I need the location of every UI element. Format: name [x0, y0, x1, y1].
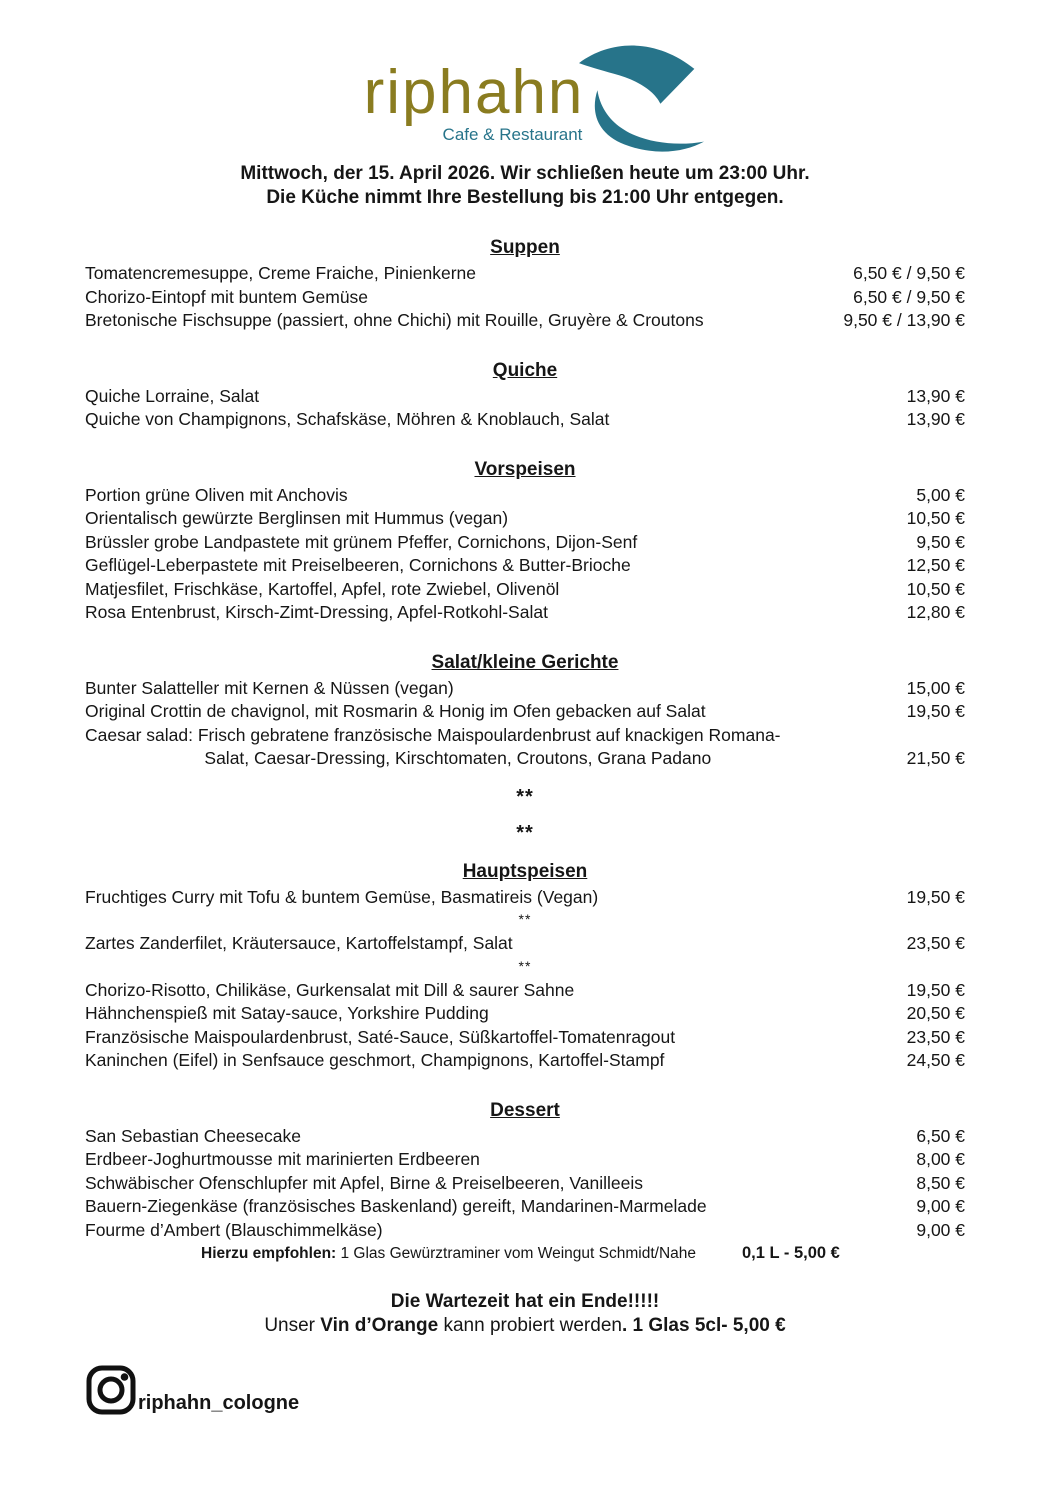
menu-item — [85, 262, 965, 286]
item-text: Chorizo-Risotto, Chilikäse, Gurkensalat mit Dill & saurer Sahne — [85, 979, 575, 1000]
item-price: 15,00 € — [906, 677, 965, 698]
item-price: 19,50 € — [906, 886, 965, 907]
menu-item — [85, 1195, 965, 1219]
item-price: 20,50 € — [906, 1003, 965, 1023]
item-price: 9,50 € / 13,90 € — [843, 310, 965, 330]
item-price: 23,50 € — [906, 1026, 965, 1047]
recommendation-label: Hierzu empfohlen: — [201, 1245, 337, 1262]
footer-vin-orange-line — [85, 1314, 965, 1338]
item-text: Fruchtiges Curry mit Tofu & buntem Gemüse, Basmatireis (Vegan) — [85, 886, 599, 907]
section-separator: ** — [516, 785, 534, 808]
section-title-suppen: Suppen — [490, 237, 560, 258]
item-price: 13,90 € — [906, 385, 965, 406]
item-text: Portion grüne Oliven mit Anchovis — [85, 484, 348, 505]
menu-item — [85, 507, 965, 531]
menu-item — [85, 531, 965, 555]
menu-item — [85, 886, 965, 910]
opening-notice-line2: Die Küche nimmt Ihre Bestellung bis 21:00 Uhr entgegen. — [266, 187, 784, 208]
item-text: Quiche Lorraine, Salat — [85, 385, 260, 406]
menu-item — [85, 309, 965, 333]
menu-item — [85, 286, 965, 310]
menu-item — [85, 554, 965, 578]
item-text: Rosa Entenbrust, Kirsch-Zimt-Dressing, Apfel-Rotkohl-Salat — [85, 602, 548, 622]
item-price: 9,00 € — [916, 1219, 965, 1240]
item-text: San Sebastian Cheesecake — [85, 1125, 301, 1146]
item-price: 13,90 € — [906, 409, 965, 429]
item-text: Original Crottin de chavignol, mit Rosmarin & Honig im Ofen gebacken auf Salat — [85, 701, 706, 721]
item-price: 24,50 € — [906, 1050, 965, 1070]
menu-item — [85, 1049, 965, 1073]
section-separator: ** — [516, 821, 534, 844]
item-text: Salat, Caesar-Dressing, Kirschtomaten, Croutons, Grana Padano — [204, 748, 712, 768]
item-text: Schwäbischer Ofenschlupfer mit Apfel, Birne & Preiselbeeren, Vanilleeis — [85, 1172, 644, 1193]
logo-swoosh-icon — [568, 34, 716, 160]
wine-recommendation — [85, 1243, 965, 1264]
item-text: Geflügel-Leberpastete mit Preiselbeeren, Cornichons & Butter-Brioche — [85, 555, 631, 575]
item-price: 10,50 € — [906, 508, 965, 528]
item-text: Chorizo-Eintopf mit buntem Gemüse — [85, 286, 369, 307]
menu-item — [85, 1125, 965, 1149]
item-text: Caesar salad: Frisch gebratene französische Maispoulardenbrust auf knackigen Romana- — [85, 724, 781, 745]
item-text: Matjesfilet, Frischkäse, Kartoffel, Apfel, rote Zwiebel, Olivenöl — [85, 578, 560, 599]
menu-item — [85, 1002, 965, 1026]
opening-notice-line1: Mittwoch, der 15. April 2026. Wir schließen heute um 23:00 Uhr. — [240, 163, 810, 184]
menu-item — [85, 408, 965, 432]
section-title-hauptspeisen: Hauptspeisen — [462, 860, 588, 882]
menu-item — [85, 747, 965, 771]
menu-item — [85, 578, 965, 602]
item-price: 6,50 € / 9,50 € — [853, 263, 965, 283]
menu-item — [85, 932, 965, 956]
item-text: Erdbeer-Joghurtmousse mit marinierten Erdbeeren — [85, 1149, 480, 1169]
item-text: Bauern-Ziegenkäse (französisches Baskenland) gereift, Mandarinen-Marmelade — [85, 1196, 707, 1216]
instagram-icon[interactable] — [85, 1364, 137, 1416]
recommendation-text: 1 Glas Gewürztraminer vom Weingut Schmidt/Nahe — [336, 1245, 696, 1262]
menu-item — [85, 601, 965, 625]
item-text: Tomatencremesuppe, Creme Fraiche, Pinienkerne — [85, 263, 477, 283]
item-text: Fourme d’Ambert (Blauschimmelkäse) — [85, 1219, 383, 1240]
section-title-salate: Salat/kleine Gerichte — [431, 651, 619, 673]
footer-headline: Die Wartezeit hat ein Ende!!!!! — [390, 1291, 660, 1312]
footer-bold-text: . 1 Glas 5cl- 5,00 € — [621, 1315, 786, 1336]
item-separator: ** — [518, 957, 532, 974]
item-price: 6,50 € / 9,50 € — [853, 286, 965, 307]
item-price: 23,50 € — [906, 933, 965, 953]
item-text: Orientalisch gewürzte Berglinsen mit Hummus (vegan) — [85, 508, 509, 528]
item-text: Zartes Zanderfilet, Kräutersauce, Kartoffelstampf, Salat — [85, 933, 513, 953]
menu-item — [85, 979, 965, 1003]
section-title-dessert: Dessert — [490, 1099, 560, 1121]
menu-item — [85, 1172, 965, 1196]
recommendation-price: 0,1 L - 5,00 € — [742, 1244, 840, 1262]
menu-item — [85, 385, 965, 409]
menu-item — [85, 1026, 965, 1050]
item-price: 12,80 € — [906, 602, 965, 622]
menu-item — [85, 700, 965, 724]
section-title-vorspeisen: Vorspeisen — [474, 458, 576, 480]
item-text: Kaninchen (Eifel) in Senfsauce geschmort, Champignons, Kartoffel-Stampf — [85, 1050, 665, 1070]
item-price: 12,50 € — [906, 555, 965, 575]
item-price: 9,00 € — [916, 1196, 965, 1216]
menu-item — [85, 1148, 965, 1172]
item-price: 9,50 € — [916, 531, 965, 552]
footer-text: kann probiert werden — [438, 1315, 622, 1336]
item-price: 21,50 € — [906, 748, 965, 768]
item-text: Brüssler grobe Landpastete mit grünem Pfeffer, Cornichons, Dijon-Senf — [85, 531, 638, 552]
item-text: Hähnchenspieß mit Satay-sauce, Yorkshire Pudding — [85, 1003, 489, 1023]
item-separator: ** — [518, 911, 532, 927]
logo-wordmark: riphahn — [363, 58, 585, 127]
logo-subtitle: Cafe & Restaurant — [442, 125, 583, 144]
item-price: 6,50 € — [916, 1125, 965, 1146]
item-text: Französische Maispoulardenbrust, Saté-Sauce, Süßkartoffel-Tomatenragout — [85, 1026, 676, 1047]
item-price: 8,00 € — [916, 1149, 965, 1169]
item-text: Quiche von Champignons, Schafskäse, Möhren & Knoblauch, Salat — [85, 409, 610, 429]
item-price: 19,50 € — [906, 701, 965, 721]
item-price: 8,50 € — [916, 1172, 965, 1193]
item-text: Bunter Salatteller mit Kernen & Nüssen (vegan) — [85, 677, 454, 698]
item-price: 19,50 € — [906, 979, 965, 1000]
footer-bold-text: Vin d’Orange — [320, 1315, 439, 1336]
menu-item — [85, 724, 965, 748]
item-text: Bretonische Fischsuppe (passiert, ohne Chichi) mit Rouille, Gruyère & Croutons — [85, 310, 704, 330]
menu-item — [85, 484, 965, 508]
instagram-handle[interactable]: riphahn_cologne — [138, 1392, 300, 1414]
footer-text: Unser — [264, 1315, 321, 1336]
menu-item — [85, 1219, 965, 1243]
item-price: 5,00 € — [916, 484, 965, 505]
restaurant-logo — [115, 34, 965, 162]
menu-item — [85, 677, 965, 701]
logo-text-block — [363, 58, 585, 145]
item-price: 10,50 € — [906, 578, 965, 599]
instagram-link[interactable] — [85, 1364, 965, 1416]
section-title-quiche: Quiche — [492, 359, 558, 381]
